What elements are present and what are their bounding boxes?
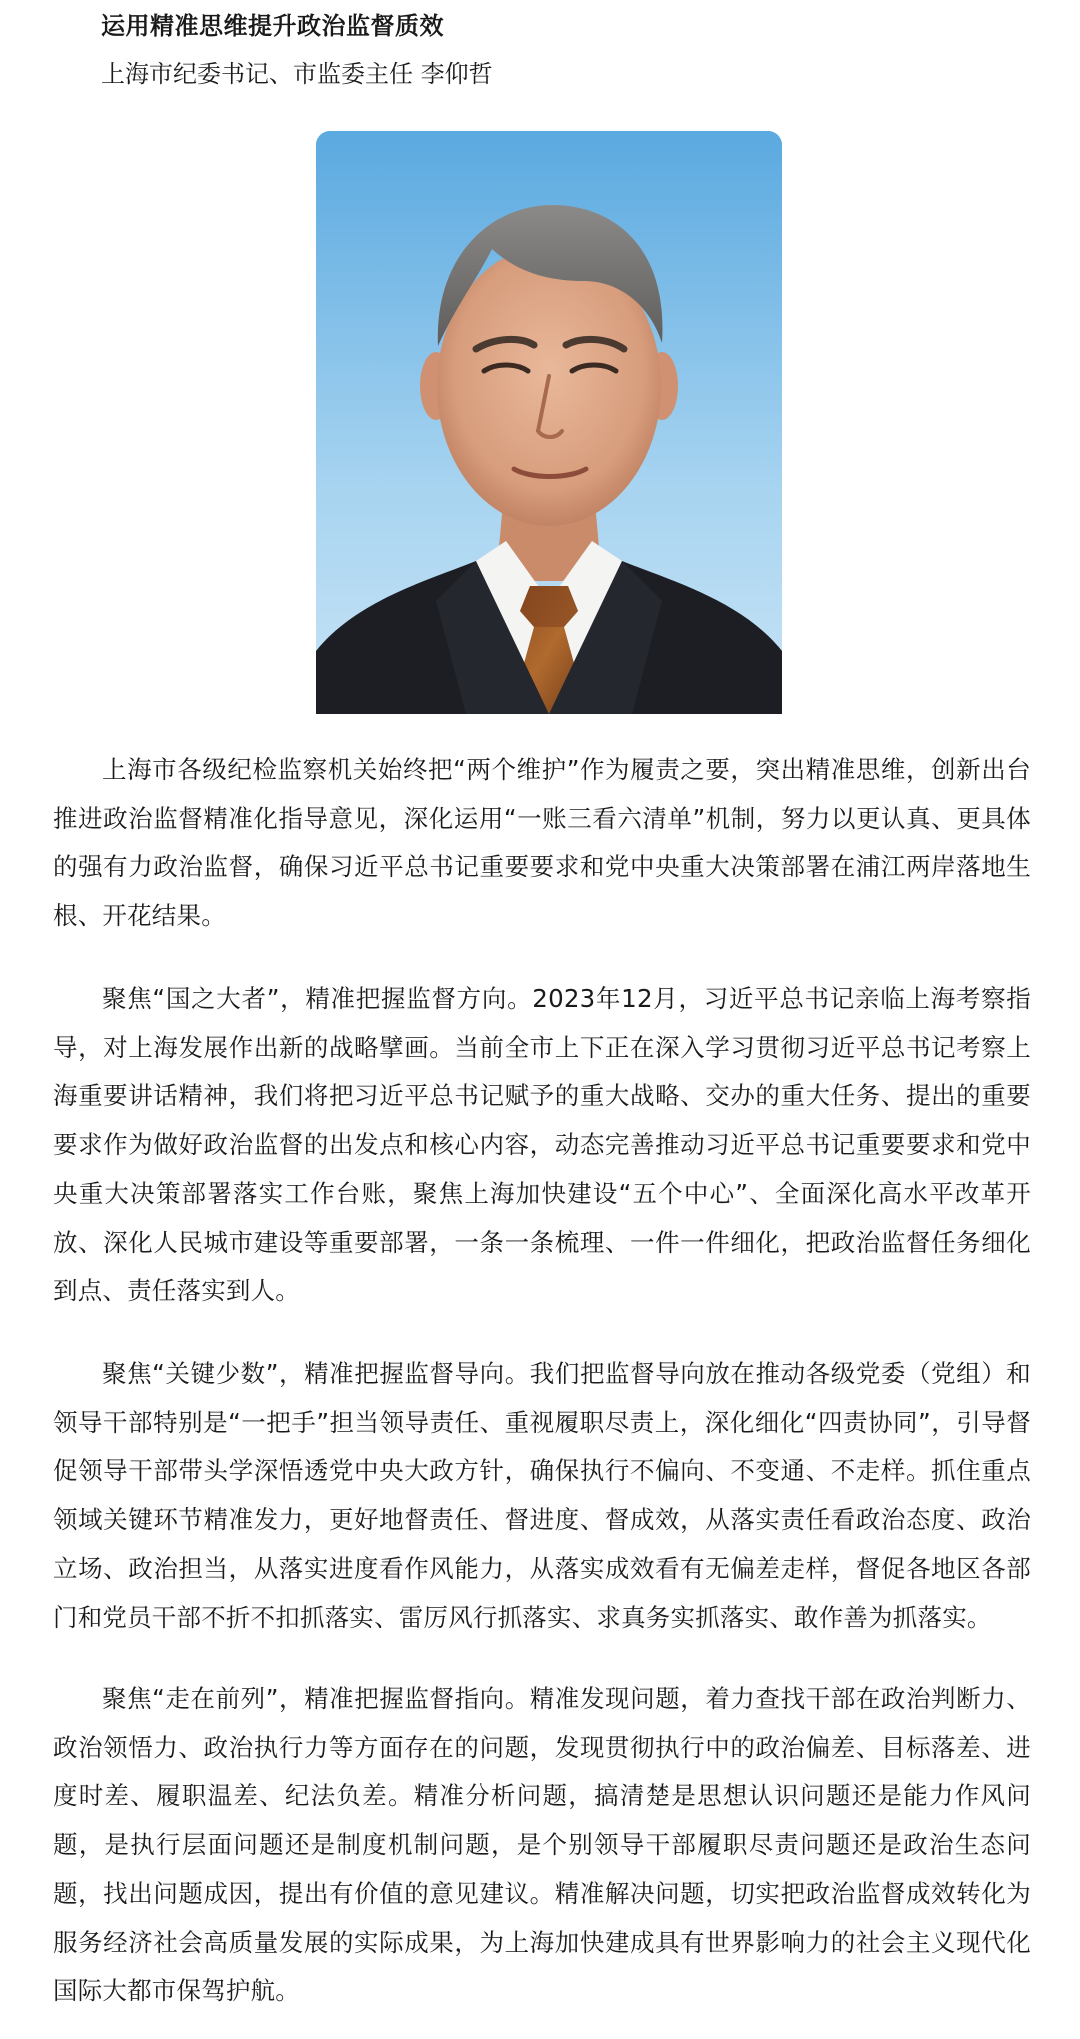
article-title: 运用精准思维提升政治监督质效: [101, 12, 444, 40]
author-portrait: [316, 131, 782, 714]
paragraph-intro: 上海市各级纪检监察机关始终把“两个维护”作为履责之要，突出精准思维，创新出台推进政治监督精准化指导意见，深化运用“一账三看六清单”机制，努力以更认真、更具体的强有力政治监督，确保习近平总书记重要要求和党中央重大决策部署在浦江两岸落地生根、开花结果。: [53, 755, 1031, 931]
author-byline: 上海市纪委书记、市监委主任 李仰哲: [101, 60, 493, 88]
paragraph-direction: 聚焦“国之大者”，精准把握监督方向。2023年12月，习近平总书记亲临上海考察指导，对上海发展作出新的战略擘画。当前全市上下正在深入学习贯彻习近平总书记考察上海重要讲话精神，我们将把习近平总书记赋予的重大战略、交办的重大任务、提出的重要要求作为做好政治监督的出发点和核心内容，动态完善推动习近平总书记重要要求和党中央重大决策部署落实工作台账，聚焦上海加快建设“五个中心”、全面深化高水平改革开放、深化人民城市建设等重要部署，一条一条梳理、一件一件细化，把政治监督任务细化到点、责任落实到人。: [53, 984, 1031, 1306]
paragraph-guidance: 聚焦“关键少数”，精准把握监督导向。我们把监督导向放在推动各级党委（党组）和领导干部特别是“一把手”担当领导责任、重视履职尽责上，深化细化“四责协同”，引导督促领导干部带头学深悟透党中央大政方针，确保执行不偏向、不变通、不走样。抓住重点领域关键环节精准发力，更好地督责任、督进度、督成效，从落实责任看政治态度、政治立场、政治担当，从落实进度看作风能力，从落实成效看有无偏差走样，督促各地区各部门和党员干部不折不扣抓落实、雷厉风行抓落实、求真务实抓落实、敢作善为抓落实。: [53, 1359, 1031, 1632]
paragraph-target: 聚焦“走在前列”，精准把握监督指向。精准发现问题，着力查找干部在政治判断力、政治领悟力、政治执行力等方面存在的问题，发现贯彻执行中的政治偏差、目标落差、进度时差、履职温差、纪法负差。精准分析问题，搞清楚是思想认识问题还是能力作风问题，是执行层面问题还是制度机制问题，是个别领导干部履职尽责问题还是政治生态问题，找出问题成因，提出有价值的意见建议。精准解决问题，切实把政治监督成效转化为服务经济社会高质量发展的实际成果，为上海加快建成具有世界影响力的社会主义现代化国际大都市保驾护航。: [53, 1684, 1031, 2006]
